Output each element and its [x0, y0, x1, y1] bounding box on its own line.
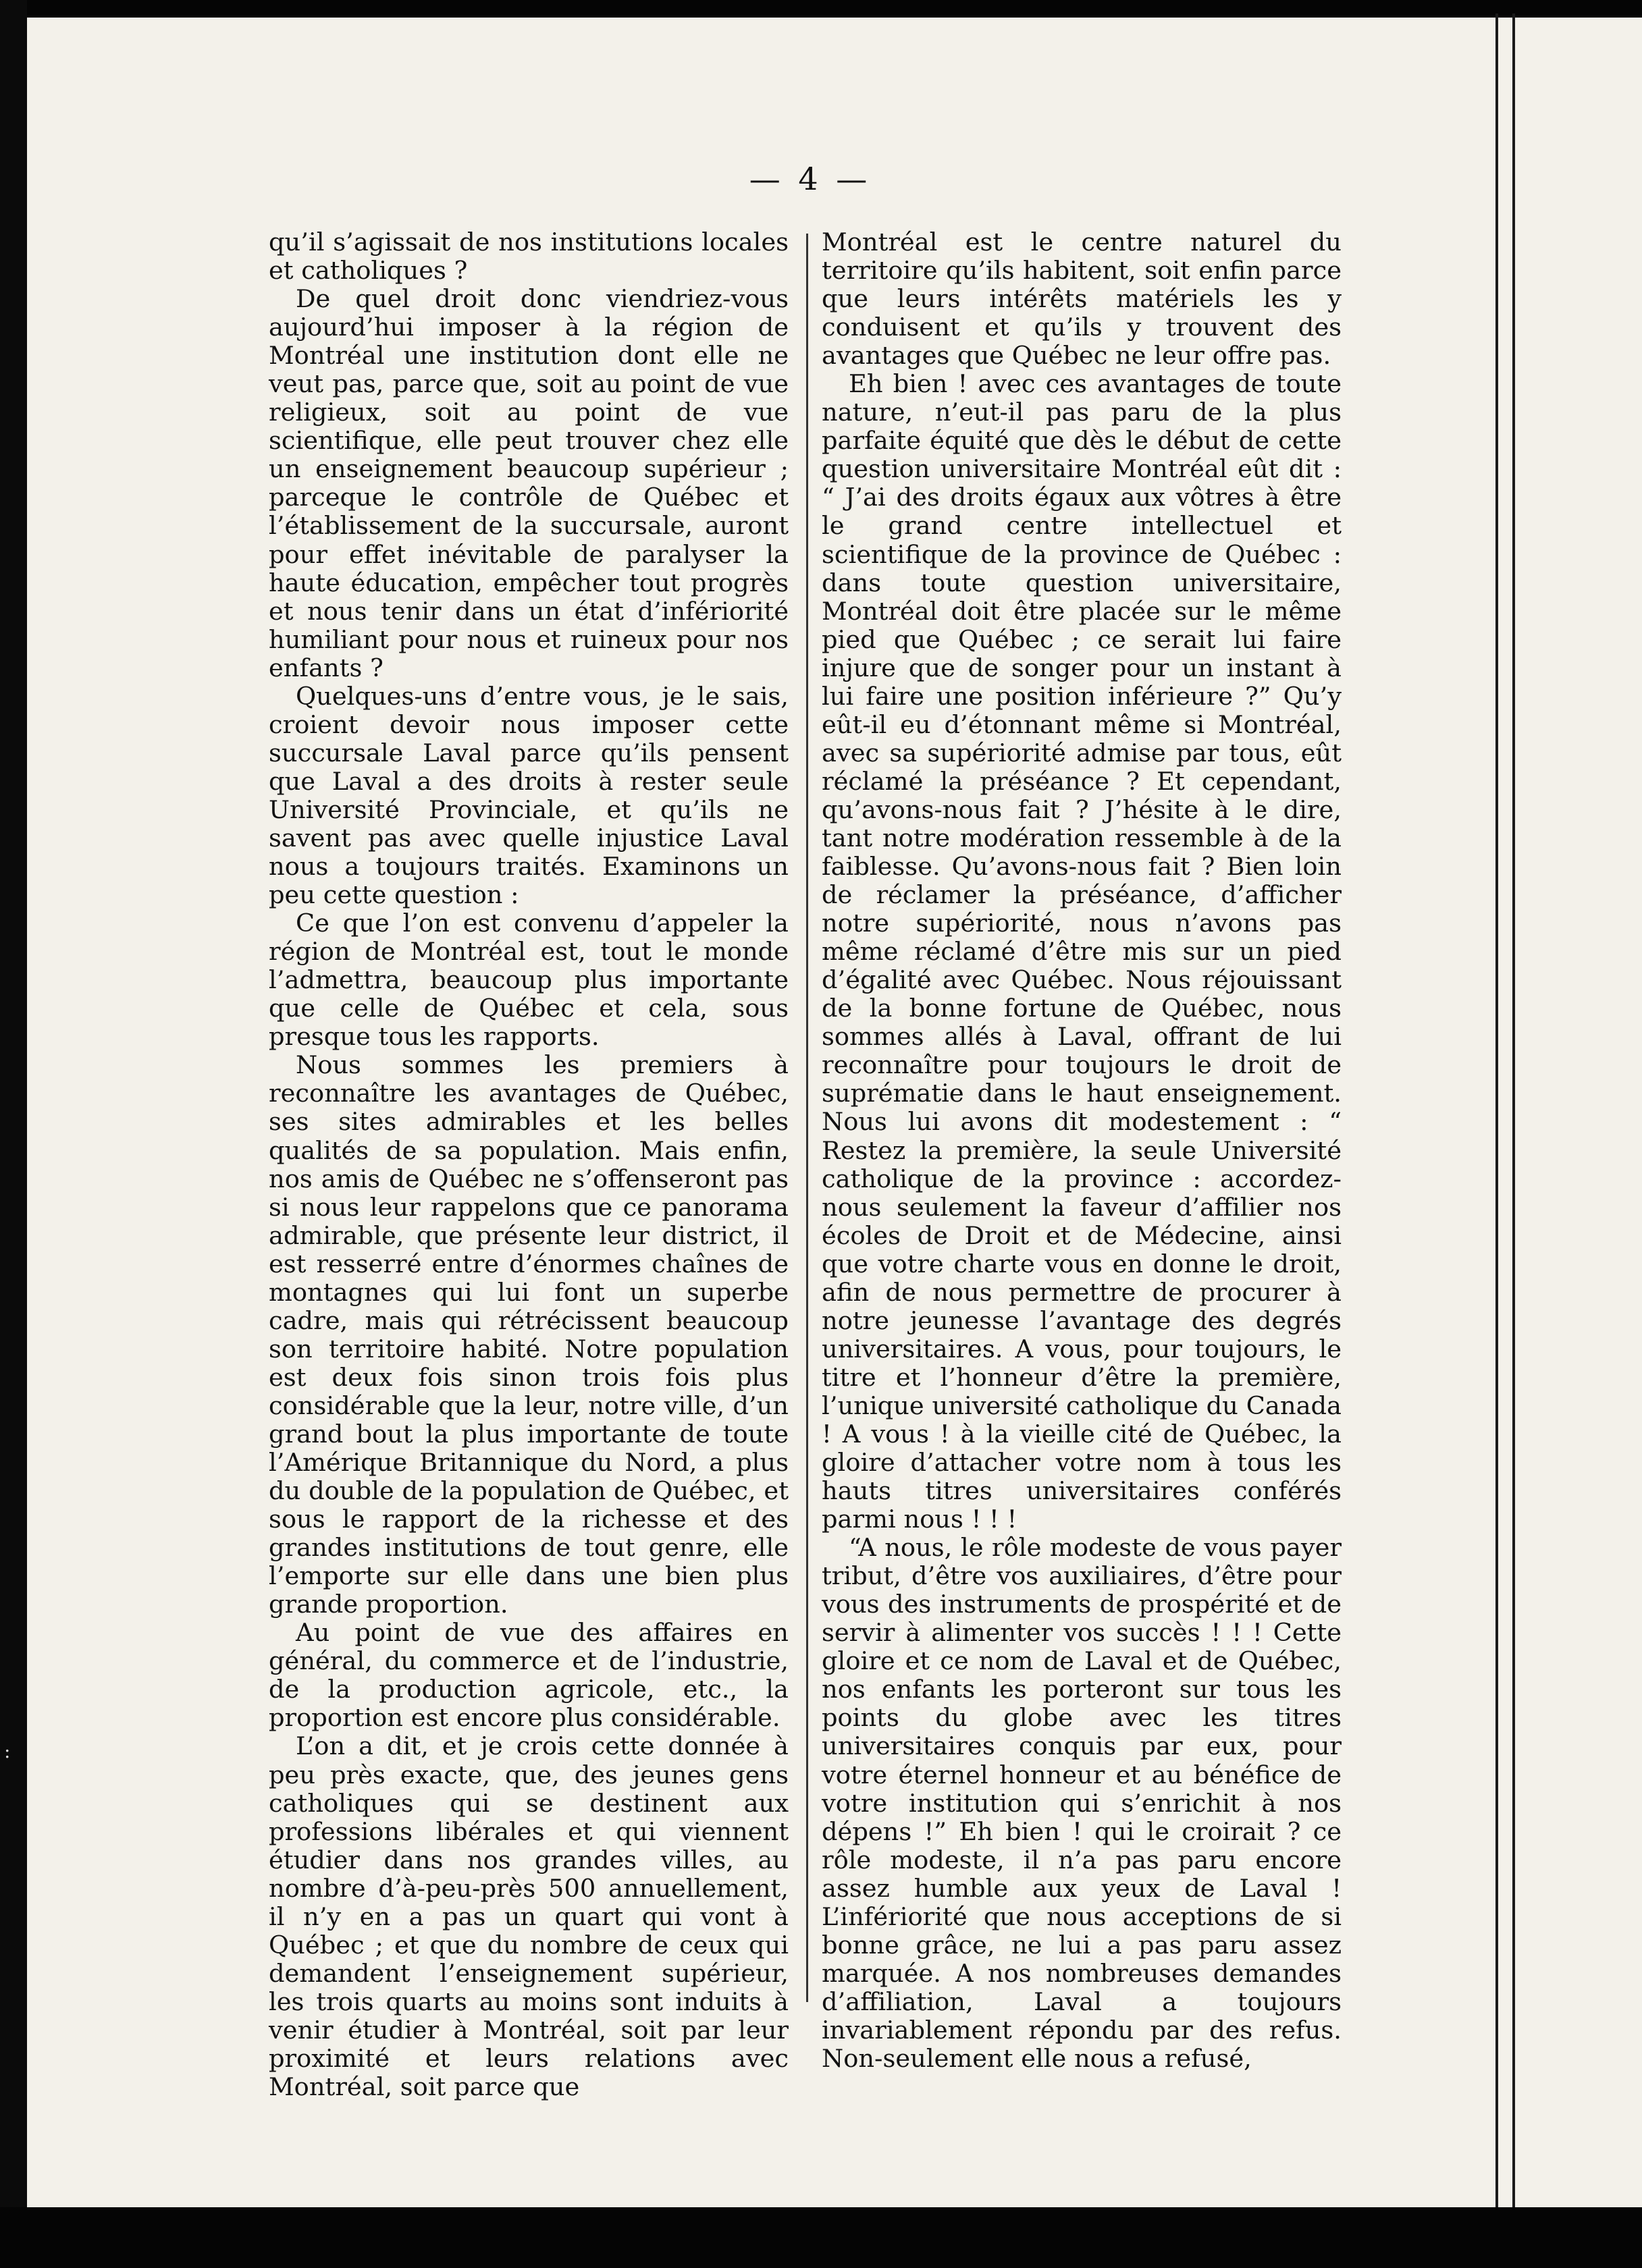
paragraph: Nous sommes les premiers à reconnaître les avantages de Québec, ses sites admirables et les belles qualités de sa population. Mais enfin, nos amis de Québec ne s’offenseront pas si nous leur rappelons que ce panorama admirable, que présente leur district, il est resserré entre d’énormes chaînes de montagnes qui lui font un superbe cadre, mais qui rétrécissent beaucoup son territoire habité. Notre population est deux fois sinon trois fois plus considérable que la leur, notre ville, d’un grand bout la plus importante de toute l’Amérique Britannique du Nord, a plus du double de la population de Québec, et sous le rapport de la richesse et des grandes institutions de tout genre, elle l’emporte sur elle dans une bien plus grande proportion.: [269, 1050, 789, 1619]
paragraph: Eh bien ! avec ces avantages de toute nature, n’eut-il pas paru de la plus parfaite équité que dès le début de cette question universitaire Montréal eût dit : “ J’ai des droits égaux aux vôtres à être le grand centre intellectuel et scientifique de la province de Québec : dans toute question universitaire, Montréal doit être placée sur le même pied que Québec ; ce serait lui faire injure que de songer pour un instant à lui faire une position inférieure ?” Qu’y eût-il eu d’étonnant même si Montréal, avec sa supériorité admise par tous, eût réclamé la préséance ? Et cependant, qu’avons-nous fait ? J’hésite à le dire, tant notre modération ressemble à de la faiblesse. Qu’avons-nous fait ? Bien loin de réclamer la préséance, d’afficher notre supériorité, nous n’avons pas même réclamé d’être mis sur un pied d’égalité avec Québec. Nous réjouissant de la bonne fortune de Québec, nous sommes allés à Laval, offrant de lui reconnaître pour toujours le droit de suprématie dans le haut enseignement. Nous lui avons dit modestement : “ Restez la première, la seule Université catholique de la province : accordez-nous seulement la faveur d’affilier nos écoles de Droit et de Médecine, ainsi que votre charte vous en donne le droit, afin de nous permettre de procurer à notre jeunesse l’avantage des degrés universitaires. A vous, pour toujours, le titre et l’honneur d’être la première, l’unique université catholique du Canada ! A vous ! à la vieille cité de Québec, la gloire d’attacher votre nom à tous les hauts titres universitaires conférés parmi nous ! ! !: [822, 369, 1342, 1534]
scan-artifact: :: [4, 1740, 11, 1762]
paragraph: Ce que l’on est convenu d’appeler la région de Montréal est, tout le monde l’admettra, beaucoup plus importante que celle de Québec et cela, sous presque tous les rapports.: [269, 909, 789, 1052]
right-column: [822, 228, 1342, 2073]
page-edge-line: [1495, 14, 1498, 2207]
page-edge-line: [1512, 14, 1515, 2207]
scan-left-border: [0, 0, 27, 2268]
paragraph: qu’il s’agissait de nos institutions locales et catholiques ?: [269, 227, 789, 286]
left-column: [269, 228, 789, 2101]
scan-bottom-border: [0, 2207, 1642, 2268]
paragraph: Montréal est le centre naturel du territoire qu’ils habitent, soit enfin parce que leurs intérêts matériels les y conduisent et qu’ils y trouvent des avantages que Québec ne leur offre pas.: [822, 227, 1342, 371]
page-number: — 4 —: [749, 161, 872, 197]
paragraph: Au point de vue des affaires en général, du commerce et de l’industrie, de la production agricole, etc., la proportion est encore plus considérable.: [269, 1618, 789, 1733]
paragraph: “A nous, le rôle modeste de vous payer tribut, d’être vos auxiliaires, d’être pour vous des instruments de prospérité et de servir à alimenter vos succès ! ! ! Cette gloire et ce nom de Laval et de Québec, nos enfants les porteront sur tous les points du globe avec les titres universitaires conquis par eux, pour votre éternel honneur et au bénéfice de votre institution qui s’enrichit à nos dépens !” Eh bien ! qui le croirait ? ce rôle modeste, il n’a pas paru encore assez humble aux yeux de Laval ! L’infériorité que nous acceptions de si bonne grâce, ne lui a pas paru assez marquée. A nos nombreuses demandes d’affiliation, Laval a toujours invariablement répondu par des refus. Non-seulement elle nous a refusé,: [822, 1533, 1342, 2073]
paragraph: Quelques-uns d’entre vous, je le sais, croient devoir nous imposer cette succursale Laval parce qu’ils pensent que Laval a des droits à rester seule Université Provinciale, et qu’ils ne savent pas avec quelle injustice Laval nous a toujours traités. Examinons un peu cette question :: [269, 681, 789, 910]
scan-top-border: [0, 0, 1642, 18]
column-divider: [806, 234, 808, 2002]
paragraph: L’on a dit, et je crois cette donnée à peu près exacte, que, des jeunes gens catholiques qui se destinent aux professions libérales et qui viennent étudier dans nos grandes villes, au nombre d’à-peu-près 500 annuellement, il n’y en a pas un quart qui vont à Québec ; et que du nombre de ceux qui demandent l’enseignement supérieur, les trois quarts au moins sont induits à venir étudier à Montréal, soit par leur proximité et leurs relations avec Montréal, soit parce que: [269, 1731, 789, 2102]
paragraph: De quel droit donc viendriez-vous aujourd’hui imposer à la région de Montréal une institution dont elle ne veut pas, parce que, soit au point de vue religieux, soit au point de vue scientifique, elle peut trouver chez elle un enseignement beaucoup supérieur ; parceque le contrôle de Québec et l’établissement de la succursale, auront pour effet inévitable de paralyser la haute éducation, empêcher tout progrès et nous tenir dans un état d’infériorité humiliant pour nous et ruineux pour nos enfants ?: [269, 284, 789, 682]
